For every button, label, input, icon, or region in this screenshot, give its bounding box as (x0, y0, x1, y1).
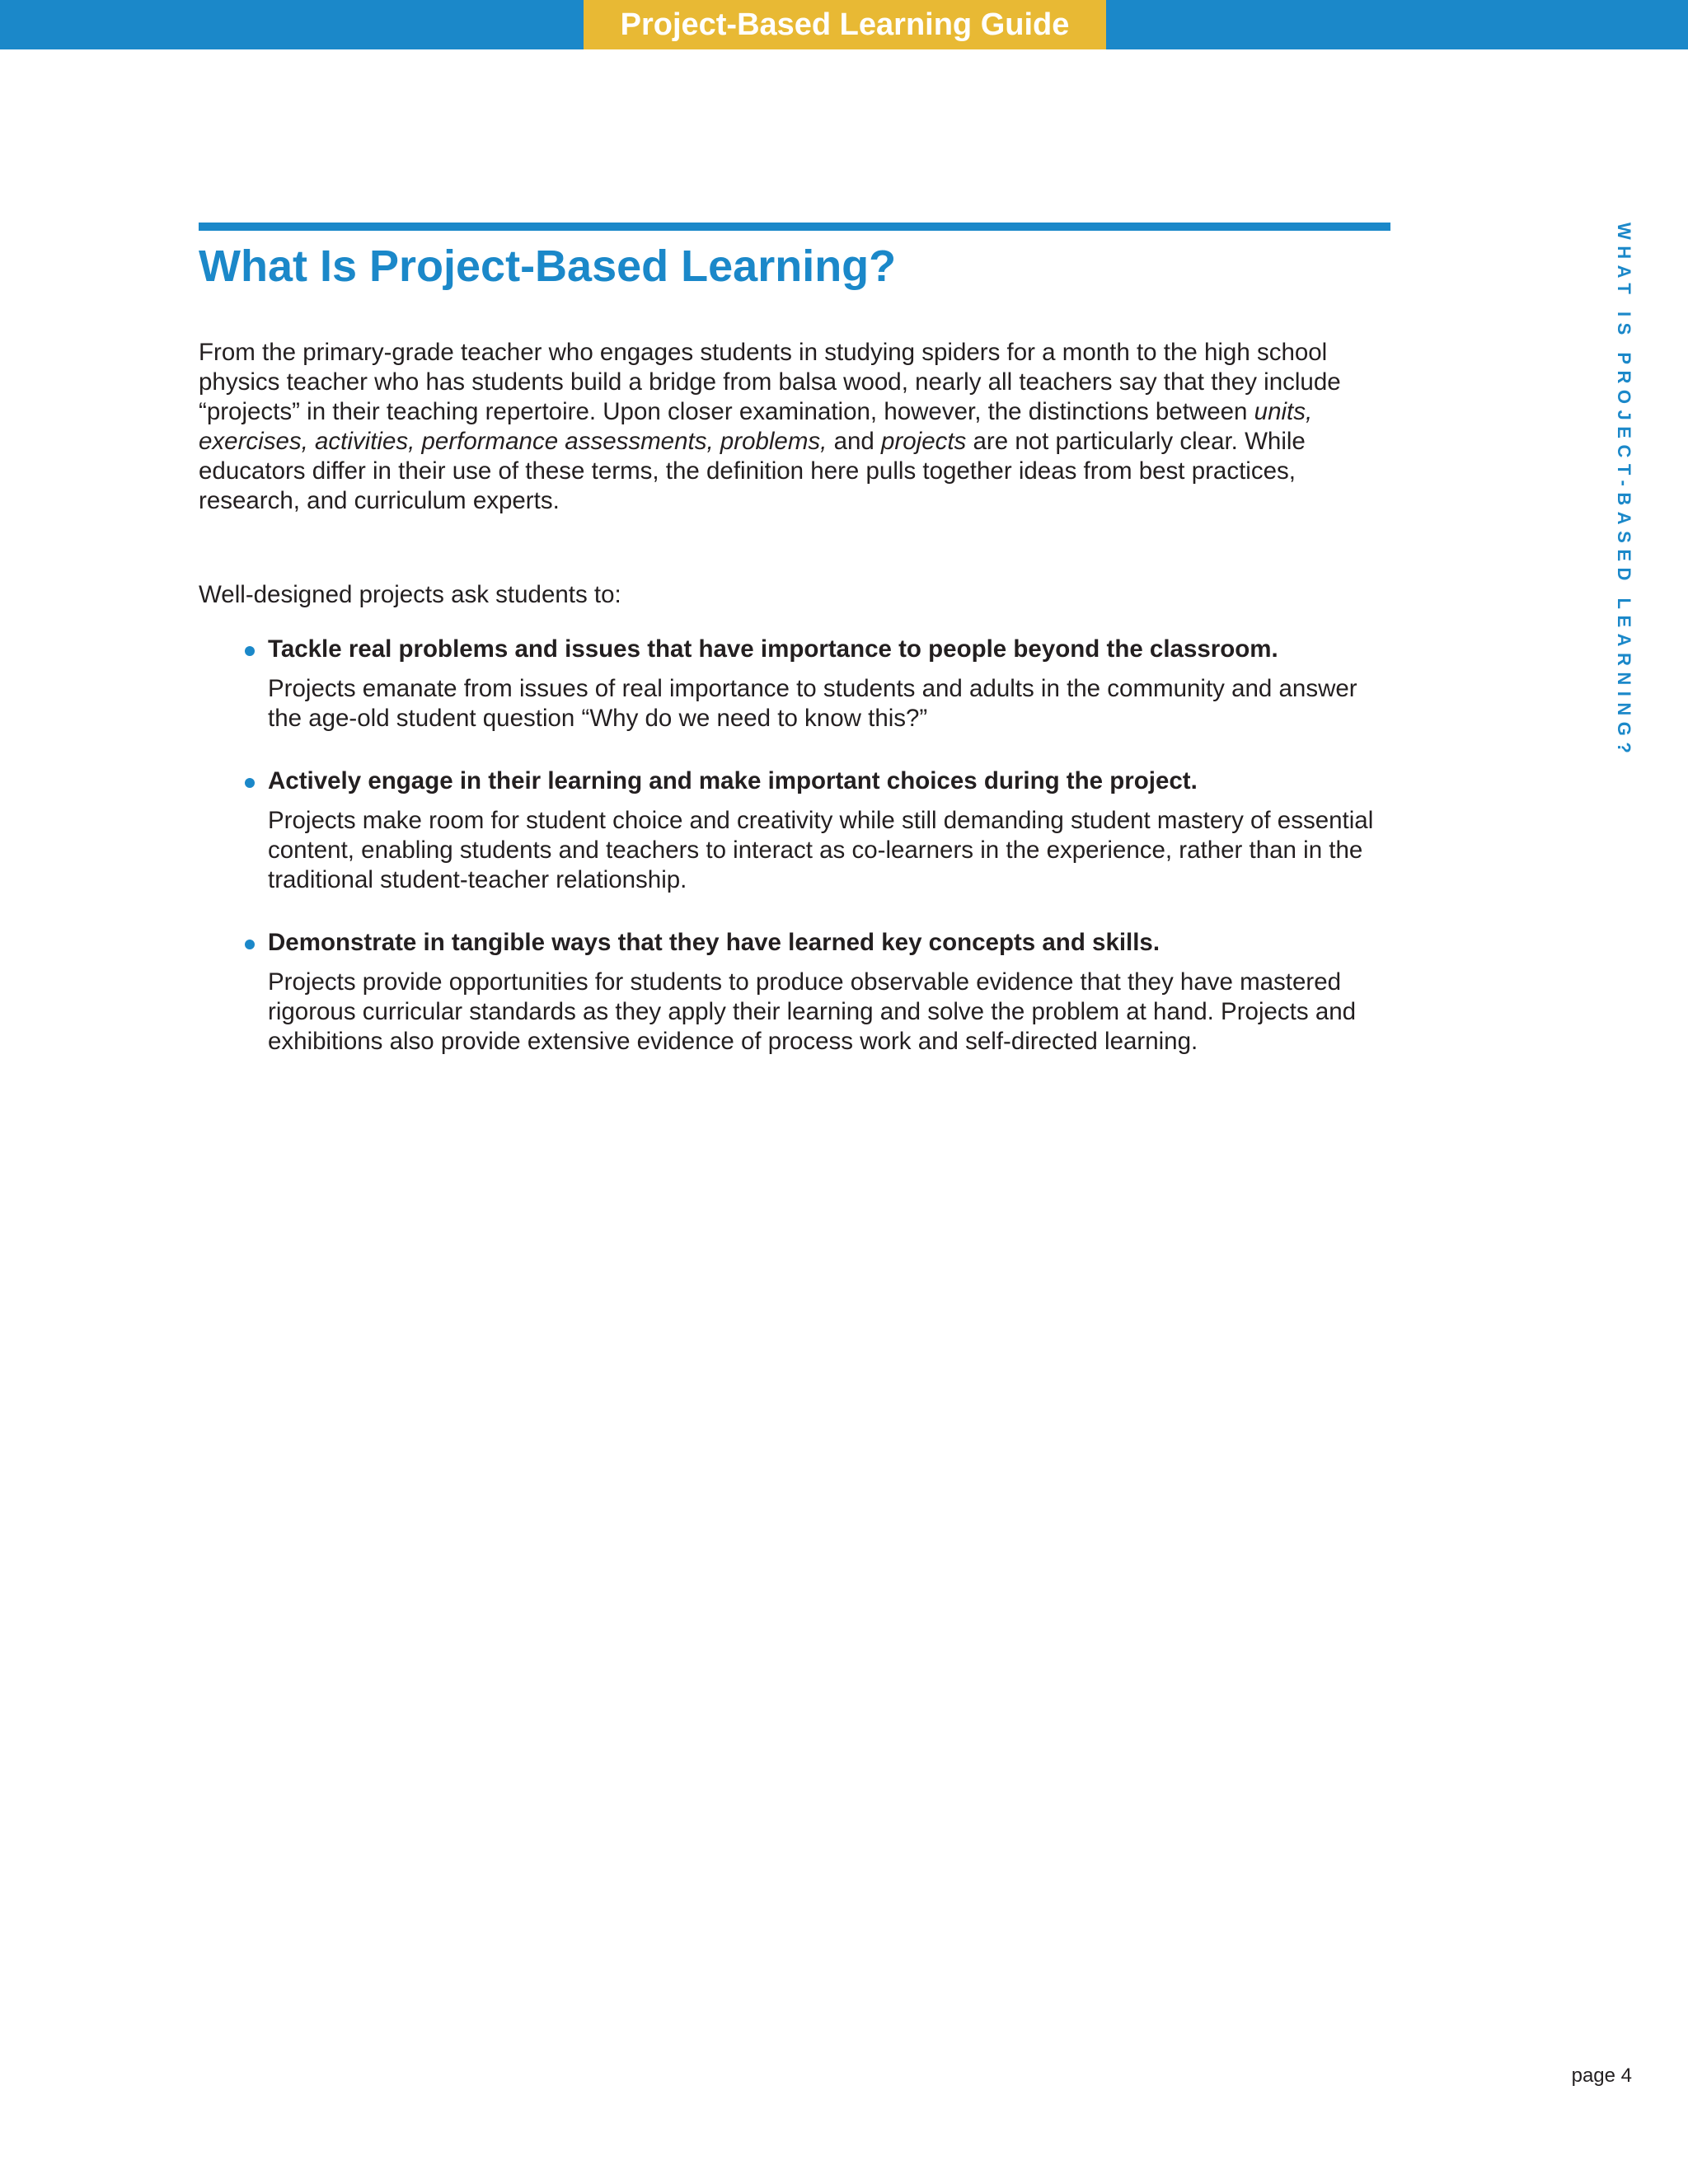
page-title: What Is Project-Based Learning? (199, 241, 897, 291)
list-item-heading: Demonstrate in tangible ways that they have learned key concepts and skills. (268, 929, 1160, 956)
list-item-body: Projects provide opportunities for students to produce observable evidence that they have mastered rigorous curricular standards as they apply their learning and solve the problem at hand. Projects and exhibitions also provide extensive evidence of process work and self-directed learning. (268, 968, 1357, 1055)
lead-in: Well-designed projects ask students to: (199, 581, 621, 608)
intro-text-1: From the primary-grade teacher who engages students in studying spiders for a month to the high school physics teacher who has students build a bridge from balsa wood, nearly all teachers say that they include “projects” in their teaching repertoire. Upon closer examination, however, the distinctions between (199, 339, 1341, 425)
list-item-heading: Actively engage in their learning and make important choices during the project. (268, 767, 1198, 794)
intro-text-3: are not particularly clear. While educators differ in their use of these terms, the definition here pulls together ideas from best practices, research, and curriculum experts. (199, 428, 1306, 514)
intro-paragraph (199, 338, 1394, 516)
list-item-heading: Tackle real problems and issues that have importance to people beyond the classroom. (268, 635, 1278, 663)
list-item-body: Projects emanate from issues of real importance to students and adults in the community and answer the age-old student question “Why do we need to know this?” (268, 675, 1357, 732)
intro-text-2: and (827, 428, 881, 455)
list-item (199, 635, 1394, 733)
guide-title-tab: Project-Based Learning Guide (584, 0, 1106, 49)
title-rule (199, 223, 1390, 231)
side-section-label: WHAT IS PROJECT-BASED LEARNING? (1614, 223, 1634, 760)
intro-terms: units, exercises, activities, performance assessments, problems, (199, 398, 1313, 455)
bullet-icon (245, 940, 255, 949)
list-item (199, 766, 1394, 895)
list-item (199, 928, 1394, 1057)
intro-projects-term: projects (881, 428, 967, 455)
page-number: page 4 (1571, 2064, 1632, 2087)
bullet-icon (245, 778, 255, 788)
project-criteria-list (199, 635, 1394, 1090)
list-item-body: Projects make room for student choice and creativity while still demanding student mastery of essential content, enabling students and teachers to interact as co-learners in the experience, rather than in the traditional student-teacher relationship. (268, 807, 1374, 893)
bullet-icon (245, 646, 255, 656)
